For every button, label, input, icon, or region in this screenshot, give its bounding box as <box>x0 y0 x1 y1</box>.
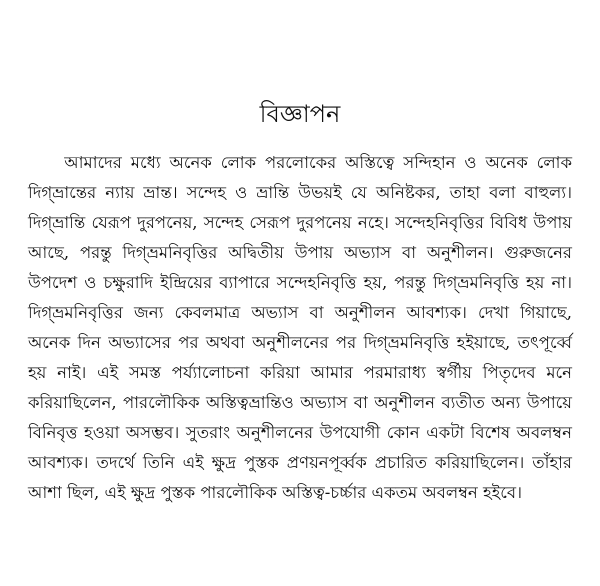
body-paragraph: আমাদের মধ্যে অনেক লোক পরলোকের অস্তিত্বে সন্দিহান ও অনেক লোক দিগ্‌ভ্রান্তের ন্যায় ভ্রান্ত। সন্দেহ ও ভ্রান্তি উভয়ই যে অনিষ্টকর, তাহা বলা বাহুল্য। দিগ্‌ভ্রান্তি যেরূপ দুরপনেয়, সন্দেহ সেরূপ দুরপনেয় নহে। সন্দেহনিবৃত্তির বিবিধ উপায় আছে, পরন্তু দিগ্‌ভ্রমনিবৃত্তির অদ্বিতীয় উপায় অভ্যাস বা অনুশীলন। গুরুজনের উপদেশ ও চক্ষুরাদি ইন্দ্রিয়ের ব্যাপারে সন্দেহনিবৃত্তি হয়, পরন্তু দিগ্‌ভ্রমনিবৃত্তি হয় না। দিগ্‌ভ্রমনিবৃত্তির জন্য কেবলমাত্র অভ্যাস বা অনুশীলন আবশ্যক। দেখা গিয়াছে, অনেক দিন অভ্যাসের পর অথবা অনুশীলনের পর দিগ্‌ভ্রমনিবৃত্তি হইয়াছে, তৎপূর্ব্বে হয় নাই। এই সমস্ত পর্য্যালোচনা করিয়া আমার পরমারাধ্য স্বর্গীয় পিতৃদেব মনে করিয়াছিলেন, পারলৌকিক অস্তিত্বভ্রান্তিও অভ্যাস বা অনুশীলন ব্যতীত অন্য উপায়ে বিনিবৃত্ত হওয়া অসম্ভব। সুতরাং অনুশীলনের উপযোগী কোন একটা বিশেষ অবলম্বন আবশ্যক। তদর্থে তিনি এই ক্ষুদ্র পুস্তক প্রণয়নপূর্ব্বক প্রচারিত করিয়াছিলেন। তাঁহার আশা ছিল, এই ক্ষুদ্র পুস্তক পারলৌকিক অস্তিত্ব-চর্চ্চার একতম অবলম্বন হইবে। <box>28 153 572 502</box>
document-title: বিজ্ঞাপন <box>259 100 341 128</box>
